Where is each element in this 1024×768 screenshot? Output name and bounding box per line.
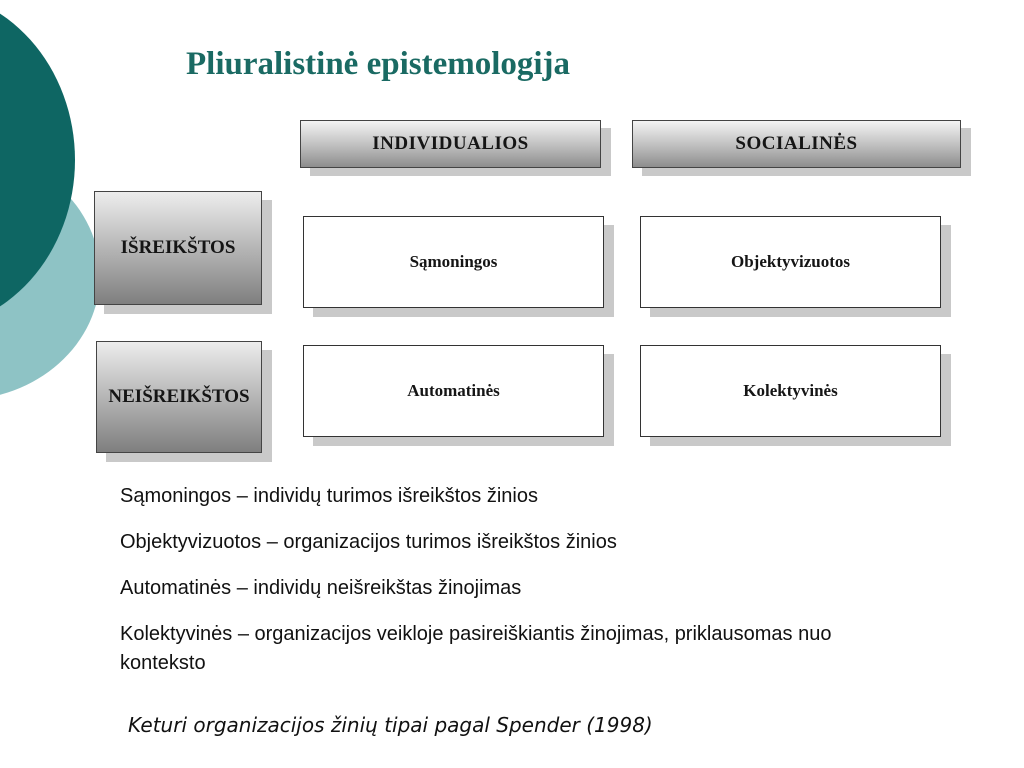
column-header-individualios: INDIVIDUALIOS: [300, 120, 601, 168]
definitions-list: [120, 482, 840, 695]
cell-samoningos: Sąmoningos: [303, 216, 604, 308]
definition-objektyvizuotos: Objektyvizuotos – organizacijos turimos išreikštos žinios: [120, 531, 617, 553]
row-header-neisreikstos: NEIŠREIKŠTOS: [96, 341, 262, 453]
cell-kolektyvines: Kolektyvinės: [640, 345, 941, 437]
figure-caption: Keturi organizacijos žinių tipai pagal Spender (1998): [128, 713, 653, 737]
definition-kolektyvines: Kolektyvinės – organizacijos veikloje pasireiškiantis žinojimas, priklausomas nuo konteksto: [120, 623, 832, 674]
row-header-isreikstos: IŠREIKŠTOS: [94, 191, 262, 305]
cell-objektyvizuotos: Objektyvizuotos: [640, 216, 941, 308]
slide-title: Pliuralistinė epistemologija: [186, 46, 571, 82]
definition-automatines: Automatinės – individų neišreikštas žinojimas: [120, 577, 522, 599]
column-header-socialines: SOCIALINĖS: [632, 120, 961, 168]
definition-samoningos: Sąmoningos – individų turimos išreikštos žinios: [120, 485, 538, 507]
cell-automatines: Automatinės: [303, 345, 604, 437]
